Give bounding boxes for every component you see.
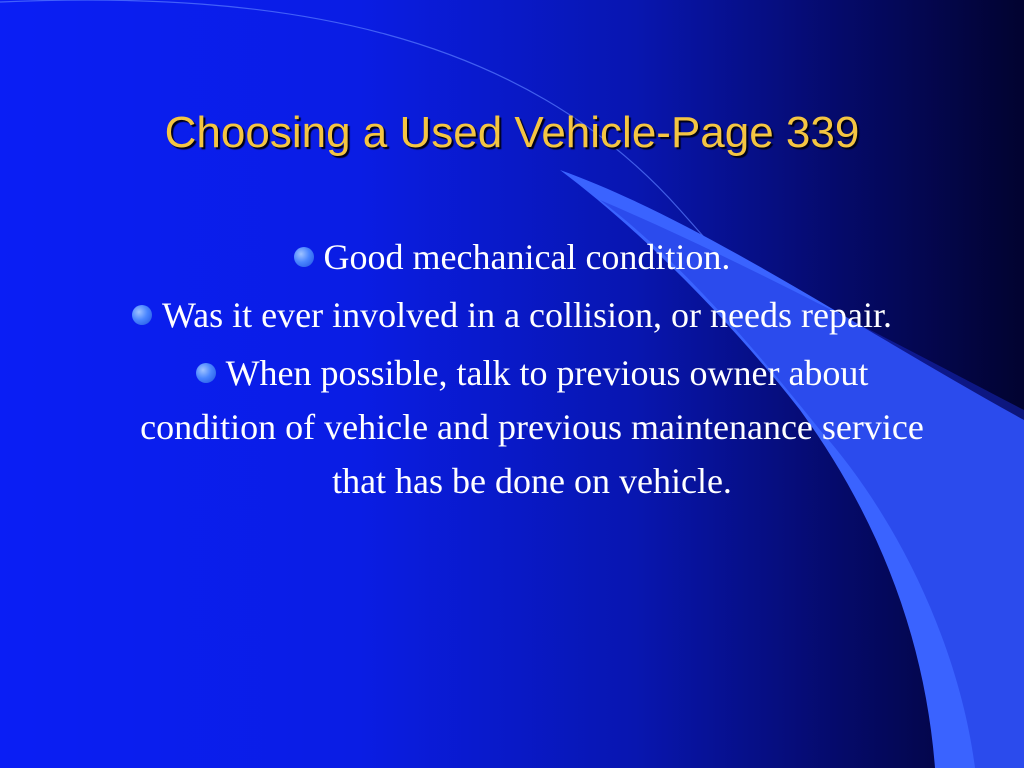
- bullet-text: When possible, talk to previous owner about condition of vehicle and previous maintenance service that has be done on vehicle.: [140, 353, 924, 501]
- bullet-dot-icon: [132, 305, 152, 325]
- bullet-item: [80, 288, 944, 342]
- bullet-dot-icon: [196, 363, 216, 383]
- bullet-list: [80, 230, 944, 512]
- bullet-dot-icon: [294, 247, 314, 267]
- bullet-text: Good mechanical condition.: [323, 237, 731, 277]
- bullet-item: [80, 346, 944, 508]
- bullet-text: Was it ever involved in a collision, or needs repair.: [162, 295, 892, 335]
- bullet-item: [80, 230, 944, 284]
- slide-title: Choosing a Used Vehicle-Page 339: [164, 108, 860, 157]
